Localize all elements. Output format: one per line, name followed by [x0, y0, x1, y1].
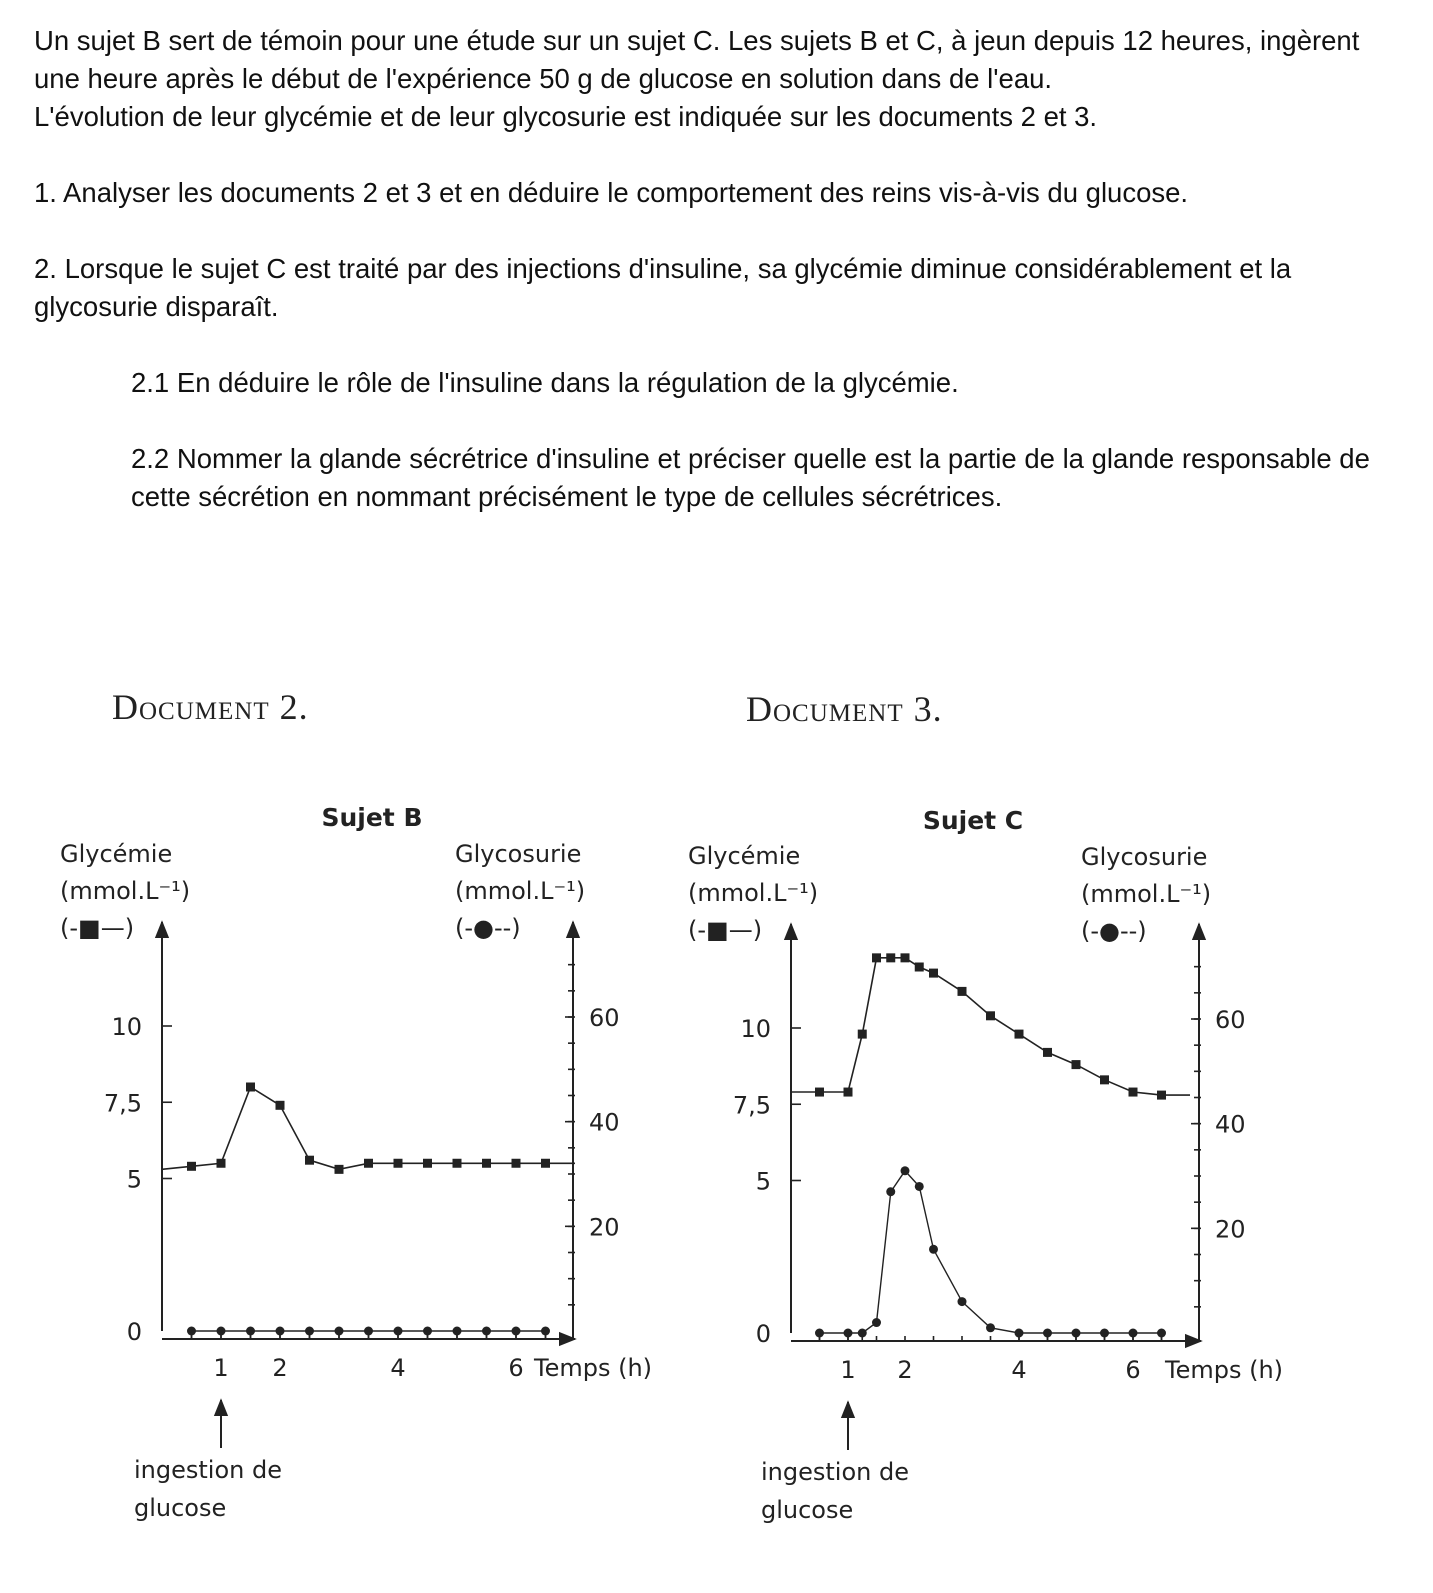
chart3-glycemie-point-11 [1015, 1030, 1024, 1039]
chart3-glycosurie-point-5 [901, 1166, 910, 1175]
chart3-right-axis-label-2: (-●--) [1081, 917, 1147, 945]
document-2-title: Document 2. [112, 687, 309, 727]
chart2-glycosurie-point-0 [187, 1327, 196, 1336]
chart2-glycemie-point-9 [423, 1159, 432, 1168]
chart3-glycosurie-point-0 [815, 1329, 824, 1338]
chart3-glycemie-point-16 [1157, 1091, 1166, 1100]
chart3-right-tick-label-0: 20 [1215, 1215, 1246, 1244]
chart3-right-axis-label-1: (mmol.L⁻¹) [1081, 880, 1212, 908]
chart3-glycosurie-point-3 [872, 1318, 881, 1327]
chart2-x-tick-label-3: 6 [508, 1354, 524, 1382]
chart3-left-tick-label-0: 0 [755, 1320, 771, 1348]
chart2-left-tick-label-3: 10 [111, 1013, 142, 1041]
chart3-glycosurie-point-1 [844, 1329, 853, 1338]
chart2-x-tick-label-2: 4 [390, 1354, 406, 1382]
chart3-title: Sujet C [922, 806, 1024, 835]
chart2-annotation-0: ingestion de [134, 1456, 282, 1484]
chart2-right-tick-label-2: 60 [589, 1004, 620, 1032]
chart3-x-tick-label-3: 6 [1125, 1356, 1141, 1384]
intro-paragraph-2: L'évolution de leur glycémie et de leur glycosurie est indiquée sur les documents 2 et 3. [34, 101, 1098, 132]
chart3-glycosurie-point-13 [1100, 1329, 1109, 1338]
chart3-series-1-line [820, 1171, 1162, 1333]
chart3-glycemie-point-10 [986, 1011, 995, 1020]
chart2-right-axis-label-0: Glycosurie [455, 840, 582, 868]
chart2-glycemie-point-11 [482, 1159, 491, 1168]
chart2-right-axis-label-1: (mmol.L⁻¹) [455, 877, 586, 905]
chart3-glycemie-point-6 [901, 953, 910, 962]
intro-paragraph: Un sujet B sert de témoin pour une étude sur un sujet C. Les sujets B et C, à jeun depuis 12 heures, ingèrent une heure après le début de l'expérience 50 g de glucose en solution dans de l'eau. [34, 25, 1360, 94]
question-2-2: 2.2 Nommer la glande sécrétrice d'insuline et préciser quelle est la partie de la glande responsable de cette sécrétion en nommant précisément le type de cellules sécrétrices. [131, 443, 1370, 512]
chart3-glycemie-point-1 [815, 1088, 824, 1097]
chart2-x-tick-label-0: 1 [213, 1354, 229, 1382]
chart3-x-axis-label: Temps (h) [1165, 1356, 1284, 1384]
chart3-left-axis-label-0: Glycémie [688, 842, 801, 870]
chart2-x-tick-label-1: 2 [272, 1354, 288, 1382]
chart2-title: Sujet B [321, 803, 423, 832]
chart3-left-tick-label-3: 10 [740, 1015, 771, 1043]
chart3-left-axis-label-2: (-■—) [688, 916, 763, 944]
chart2-glycosurie-point-1 [217, 1327, 226, 1336]
chart2-glycosurie-point-8 [423, 1327, 432, 1336]
chart2-annotation-1: glucose [134, 1494, 227, 1522]
chart3-right-axis-label-0: Glycosurie [1081, 843, 1208, 871]
chart2-left-tick-label-1: 5 [126, 1165, 142, 1194]
chart2-glycemie-point-1 [187, 1162, 196, 1171]
chart3-x-tick-label-1: 2 [897, 1356, 913, 1384]
chart2-glycosurie-point-7 [394, 1327, 403, 1336]
chart2-glycosurie-point-2 [246, 1327, 255, 1336]
chart3-left-tick-label-2: 7,5 [732, 1091, 771, 1120]
chart3-series-0-line [791, 958, 1190, 1095]
chart3-annotation-1: glucose [761, 1496, 854, 1524]
chart2-right-axis-label-2: (-●--) [455, 914, 521, 942]
chart2-left-tick-label-2: 7,5 [103, 1089, 142, 1118]
chart3-left-tick-label-1: 5 [755, 1167, 771, 1196]
chart2-glycosurie-point-4 [305, 1327, 314, 1336]
chart3-glycosurie-point-15 [1157, 1329, 1166, 1338]
chart2-left-tick-label-0: 0 [126, 1318, 142, 1346]
chart3-right-tick-label-1: 40 [1215, 1110, 1246, 1139]
chart2-left-axis-label-1: (mmol.L⁻¹) [60, 877, 191, 905]
chart2-glycosurie-point-9 [453, 1327, 462, 1336]
chart3-glycemie-point-12 [1043, 1048, 1052, 1057]
chart3-glycosurie-point-14 [1129, 1329, 1138, 1338]
chart3-glycemie-point-9 [958, 987, 967, 996]
chart2-glycosurie-point-3 [276, 1327, 285, 1336]
chart3-glycemie-point-13 [1072, 1060, 1081, 1069]
question-2-1: 2.1 En déduire le rôle de l'insuline dans la régulation de la glycémie. [131, 367, 959, 398]
chart3-right-tick-label-2: 60 [1215, 1006, 1246, 1034]
chart2-glycemie-point-12 [512, 1159, 521, 1168]
chart3-glycosurie-point-8 [958, 1297, 967, 1306]
chart3-glycosurie-point-9 [986, 1323, 995, 1332]
chart2-series-0-line [162, 1087, 575, 1169]
chart2-glycemie-point-7 [364, 1159, 373, 1168]
chart3-glycemie-point-3 [858, 1030, 867, 1039]
chart3-left-axis-label-1: (mmol.L⁻¹) [688, 879, 819, 907]
chart3-glycosurie-point-4 [886, 1187, 895, 1196]
chart2-glycemie-point-13 [541, 1159, 550, 1168]
chart3-glycemie-point-14 [1100, 1075, 1109, 1084]
chart3-glycosurie-point-7 [929, 1245, 938, 1254]
chart2-right-tick-label-0: 20 [589, 1213, 620, 1242]
chart3-glycemie-point-5 [886, 953, 895, 962]
chart2-glycemie-point-5 [305, 1156, 314, 1165]
chart3-glycosurie-point-2 [858, 1329, 867, 1338]
chart2-glycemie-point-4 [276, 1101, 285, 1110]
chart3-x-tick-label-2: 4 [1011, 1356, 1027, 1384]
chart2-glycosurie-point-12 [541, 1327, 550, 1336]
chart3-glycemie-point-7 [915, 963, 924, 972]
chart3-glycemie-point-15 [1129, 1088, 1138, 1097]
chart2-glycosurie-point-11 [512, 1327, 521, 1336]
chart3-glycosurie-point-12 [1072, 1329, 1081, 1338]
chart2-glycemie-point-6 [335, 1165, 344, 1174]
chart3-glycosurie-point-6 [915, 1182, 924, 1191]
chart2-left-axis-label-0: Glycémie [60, 840, 173, 868]
question-1: 1. Analyser les documents 2 et 3 et en déduire le comportement des reins vis-à-vis du glucose. [34, 177, 1189, 208]
chart3-annotation-0: ingestion de [761, 1458, 909, 1486]
chart2-glycemie-point-3 [246, 1083, 255, 1092]
chart3-glycemie-point-2 [844, 1088, 853, 1097]
chart2-glycosurie-point-6 [364, 1327, 373, 1336]
chart2-right-tick-label-1: 40 [589, 1108, 620, 1137]
chart3-x-tick-label-0: 1 [840, 1356, 856, 1384]
question-2: 2. Lorsque le sujet C est traité par des injections d'insuline, sa glycémie diminue considérablement et la glycosurie disparaît. [34, 253, 1292, 322]
document-3-title: Document 3. [746, 689, 943, 729]
chart2-glycemie-point-2 [217, 1159, 226, 1168]
chart2-x-axis-label: Temps (h) [534, 1354, 653, 1382]
chart3-glycemie-point-4 [872, 953, 881, 962]
chart2-glycosurie-point-5 [335, 1327, 344, 1336]
chart3-glycosurie-point-10 [1015, 1329, 1024, 1338]
chart3-glycemie-point-8 [929, 969, 938, 978]
chart2-glycosurie-point-10 [482, 1327, 491, 1336]
chart2-glycemie-point-10 [453, 1159, 462, 1168]
chart2-left-axis-label-2: (-■—) [60, 914, 135, 942]
chart2-glycemie-point-8 [394, 1159, 403, 1168]
chart3-glycosurie-point-11 [1043, 1329, 1052, 1338]
